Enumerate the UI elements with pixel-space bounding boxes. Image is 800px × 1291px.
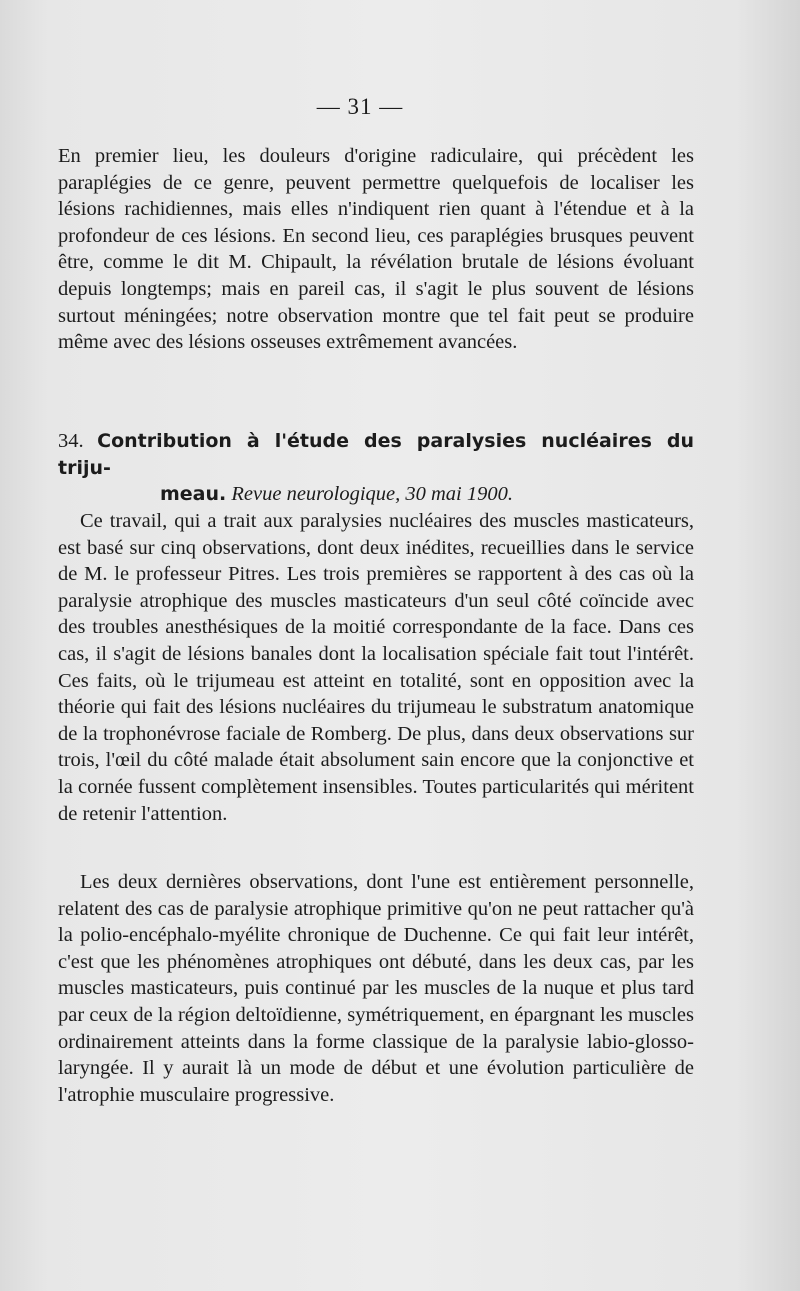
body-paragraph-2: Les deux dernières observations, dont l'une est entièrement personnelle, relatent des cas de paralysie atrophique primitive qu'on ne peut rattacher qu'à la polio-encéphalo-myélite chronique de Duchenne. Ce qui fait leur intérêt, c'est que les phénomènes atrophiques ont débuté, dans les deux cas, par les muscles masticateurs, puis continué par les muscles de la nuque et plus tard par ceux de la région deltoïdienne, symétriquement, en épargnant les muscles ordinairement atteints dans la forme classique de la paralysie labio-glosso-laryngée. Il y aurait là un mode de début et une évolution particulière de l'atrophie musculaire progressive. (58, 871, 694, 1106)
entry-heading-line1 (58, 428, 694, 481)
page-number: — 31 — (316, 94, 404, 119)
entry-number: 34. (58, 430, 84, 452)
entry-title-line1: Contribution à l'étude des paralysies nucléaires du triju- (58, 430, 694, 479)
entry-heading-line2 (58, 481, 694, 508)
entry-title-line2: meau. (160, 483, 227, 506)
entry-journal-citation: Revue neurologique, 30 mai 1900. (231, 483, 513, 506)
intro-paragraph: En premier lieu, les douleurs d'origine radiculaire, qui précèdent les paraplégies de ce genre, peuvent permettre quelquefois de localiser les lésions rachidiennes, mais elles n'indiquent rien quant à l'étendue et à la profondeur de ces lésions. En second lieu, ces paraplégies brusques peuvent être, comme le dit M. Chipault, la révélation brutale de lésions évoluant depuis longtemps; mais en pareil cas, il s'agit le plus souvent de lésions surtout méningées; notre observation montre que tel fait peut se produire même avec des lésions osseuses extrêmement avancées. (58, 145, 694, 354)
entry-heading (58, 428, 694, 508)
body-paragraph-1: Ce travail, qui a trait aux paralysies nucléaires des muscles masticateurs, est basé sur cinq observations, dont deux inédites, recueillies dans le service de M. le professeur Pitres. Les trois premières se rapportent à des cas où la paralysie atrophique des muscles masticateurs d'un seul côté coïncide avec des troubles anesthésiques de la moitié correspondante de la face. Dans ces cas, il s'agit de lésions banales dont la localisation spéciale fait tout l'intérêt. Ces faits, où le trijumeau est atteint en totalité, sont en opposition avec la théorie qui fait des lésions nucléaires du trijumeau le substratum anatomique de la trophonévrose faciale de Romberg. De plus, dans deux observations sur trois, l'œil du côté malade était absolument sain encore que la conjonctive et la cornée fussent complètement insensibles. Toutes particularités qui méritent de retenir l'attention. (58, 510, 694, 825)
